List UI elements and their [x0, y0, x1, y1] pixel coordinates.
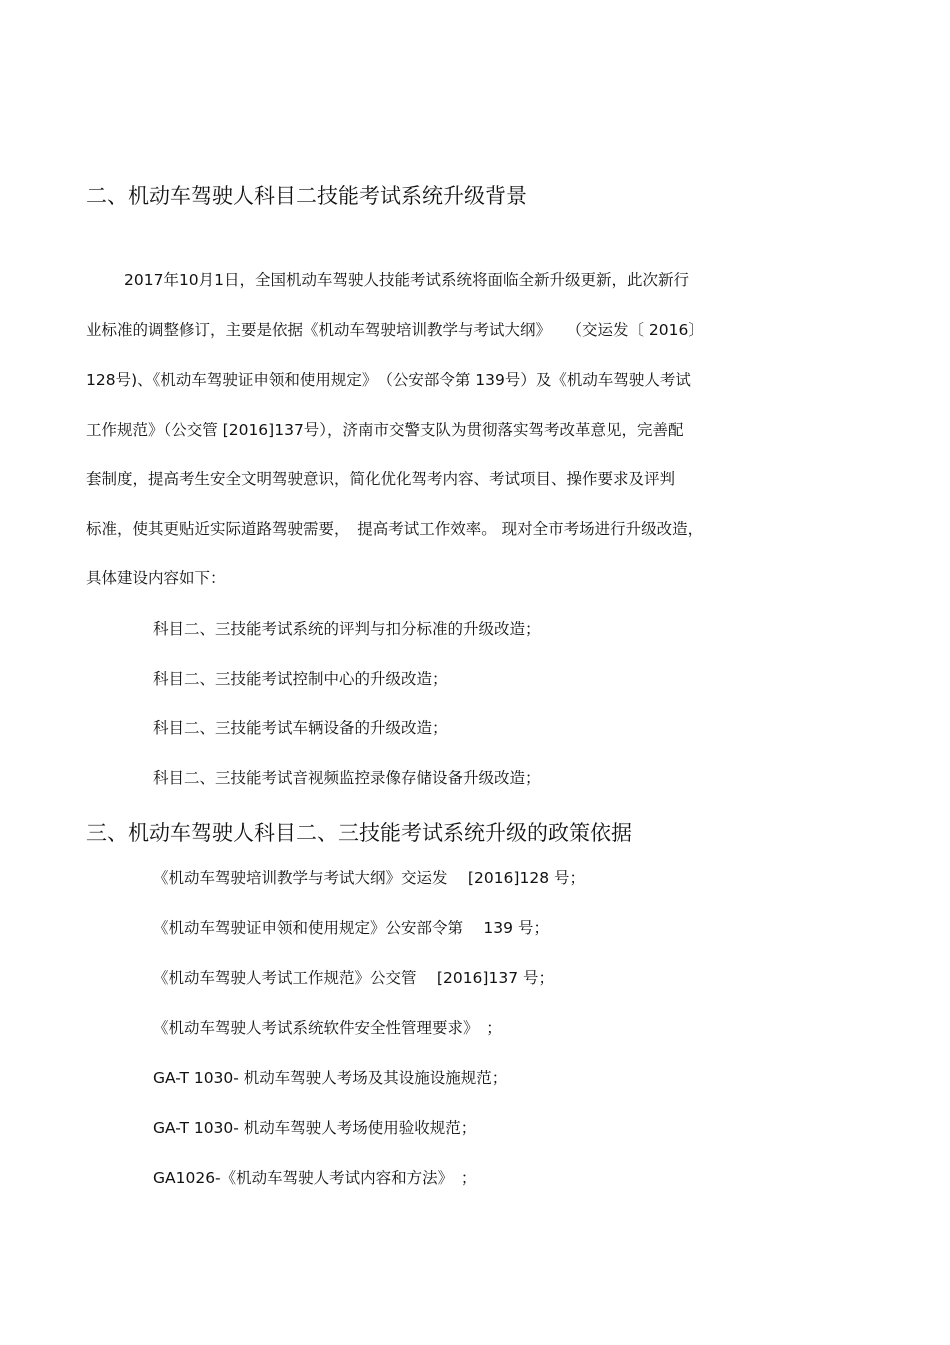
policy-item: 《机动车驾驶证申领和使用规定》公安部令第 139 号；	[153, 919, 549, 937]
policy-item: GA1026-《机动车驾驶人考试内容和方法》 ；	[153, 1169, 477, 1187]
list-item: 科目二、三技能考试音视频监控录像存储设备升级改造；	[153, 769, 541, 787]
list-item: 科目二、三技能考试车辆设备的升级改造；	[153, 719, 448, 737]
paragraph-line-3: 128号)、《机动车驾驶证申领和使用规定》 （公安部令第 139号）及《机动车驾驶人考试	[86, 371, 691, 389]
section-2-heading: 二、机动车驾驶人科目二技能考试系统升级背景	[86, 184, 527, 208]
policy-item: 《机动车驾驶人考试系统软件安全性管理要求》 ；	[153, 1019, 502, 1037]
paragraph-line-4: 工作规范》（公交管 [2016]137号），济南市交警支队为贯彻落实驾考改革意见，完善配	[86, 421, 684, 439]
list-item: 科目二、三技能考试控制中心的升级改造；	[153, 670, 448, 688]
list-item: 科目二、三技能考试系统的评判与扣分标准的升级改造；	[153, 620, 541, 638]
paragraph-line-1: 2017年10月1日，全国机动车驾驶人技能考试系统将面临全新升级更新，此次新行	[124, 271, 690, 289]
policy-item: 《机动车驾驶人考试工作规范》公交管 [2016]137 号；	[153, 969, 554, 987]
policy-item: GA-T 1030- 机动车驾驶人考场及其设施设施规范；	[153, 1069, 508, 1087]
section-3-heading: 三、机动车驾驶人科目二、三技能考试系统升级的政策依据	[86, 821, 632, 845]
paragraph-line-5: 套制度，提高考生安全文明驾驶意识，简化优化驾考内容、考试项目、操作要求及评判	[86, 470, 676, 488]
paragraph-line-7: 具体建设内容如下：	[86, 569, 226, 587]
policy-item: GA-T 1030- 机动车驾驶人考场使用验收规范；	[153, 1119, 477, 1137]
paragraph-line-6: 标准，使其更贴近实际道路驾驶需要， 提高考试工作效率。 现对全市考场进行升级改造，	[86, 520, 704, 538]
paragraph-line-2: 业标准的调整修订，主要是依据《机动车驾驶培训教学与考试大纲》 （交运发〔 2016〕	[86, 321, 704, 339]
policy-item: 《机动车驾驶培训教学与考试大纲》交运发 [2016]128 号；	[153, 869, 585, 887]
